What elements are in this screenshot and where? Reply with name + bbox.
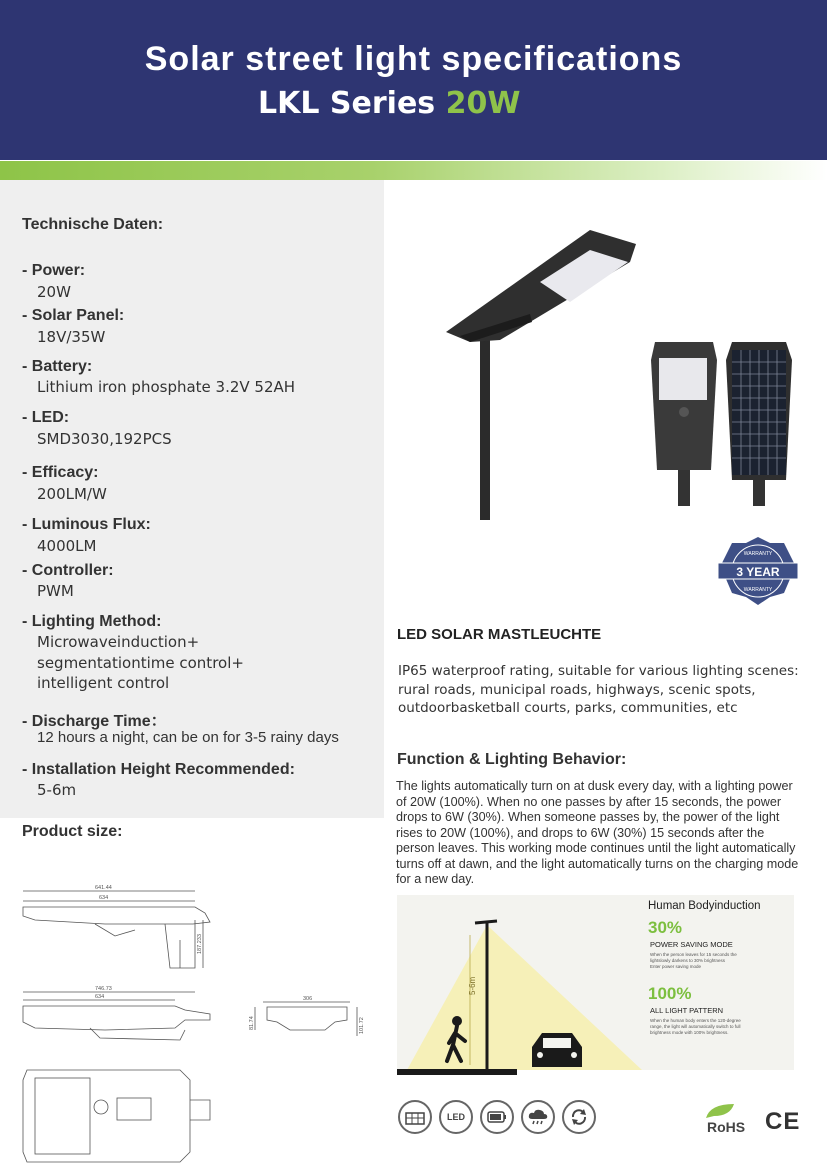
led-desc-line: rural roads, municipal roads, highways, scenic spots, xyxy=(398,681,756,698)
mode1-detail-line: Enter power saving mode xyxy=(650,964,702,969)
rohs-leaf-icon xyxy=(700,1102,736,1120)
rain-cloud-icon xyxy=(521,1100,555,1134)
mode2-detail-line: When the human body enters the 120-degree xyxy=(650,1018,741,1023)
led-front-view-image xyxy=(649,340,719,510)
led-icon: LED xyxy=(439,1100,473,1134)
series-title xyxy=(258,86,520,121)
spec-label-discharge-time: - Discharge Time： xyxy=(22,713,167,730)
header-banner xyxy=(0,0,827,160)
dim-end-width: 306 xyxy=(303,996,313,1002)
rohs-logo: RoHS xyxy=(707,1119,746,1135)
green-gradient-band xyxy=(0,161,827,180)
spec-label-power: - Power: xyxy=(22,262,86,279)
series-prefix: LKL Series xyxy=(258,86,446,121)
mode1-label: POWER SAVING MODE xyxy=(650,940,733,949)
spec-value-lighting-method-3: intelligent control xyxy=(37,674,170,692)
dim-end-h2: 101.72 xyxy=(359,1017,365,1034)
dim-end-h1: 81.74 xyxy=(249,1016,255,1030)
dim-top-height: 187.233 xyxy=(197,934,203,954)
series-power: 20W xyxy=(445,86,521,121)
solar-panel-icon xyxy=(398,1100,432,1134)
spec-value-discharge-time: 12 hours a night, can be on for 3-5 rainy days xyxy=(37,729,339,746)
diagram-title: Human Bodyinduction xyxy=(648,900,761,912)
spec-label-led: - LED: xyxy=(22,409,70,426)
spec-label-lighting-method: - Lighting Method: xyxy=(22,613,162,630)
page-title: Solar street light specifications xyxy=(144,40,683,78)
led-desc-line: IP65 waterproof rating, suitable for various lighting scenes: xyxy=(398,663,799,679)
warranty-main-text: 3 YEAR xyxy=(736,565,780,579)
spec-label-controller: - Controller: xyxy=(22,562,114,579)
ce-logo: CE xyxy=(765,1108,801,1135)
dim-top-inner: 634 xyxy=(99,895,109,901)
mode1-detail-line: lightslowly darkens to 30% brightness xyxy=(650,958,726,963)
dim-top-total: 641.44 xyxy=(95,885,112,891)
led-section-title: LED SOLAR MASTLEUCHTE xyxy=(397,626,602,643)
mode2-detail-line: brightness mode with 100% brightness. xyxy=(650,1030,729,1035)
spec-value-led: SMD3030,192PCS xyxy=(37,430,172,448)
spec-label-luminous-flux: - Luminous Flux: xyxy=(22,516,151,533)
dim-side-inner: 634 xyxy=(95,994,105,1000)
solar-panel-back-image xyxy=(724,340,794,510)
spec-value-lighting-method-1: Microwaveinduction+ xyxy=(37,633,200,651)
lighting-diagram-graphic xyxy=(397,895,794,1092)
spec-value-power: 20W xyxy=(37,283,71,301)
mode1-percent: 30% xyxy=(648,918,683,937)
spec-label-efficacy: - Efficacy: xyxy=(22,464,99,481)
spec-section-title: Technische Daten: xyxy=(22,216,164,233)
spec-label-installation-height: - Installation Height Recommended: xyxy=(22,761,295,778)
mode1-detail xyxy=(650,952,737,970)
spec-label-battery: - Battery: xyxy=(22,358,93,375)
spec-label-solar-panel: - Solar Panel: xyxy=(22,307,125,324)
led-desc-line: outdoorbasketball courts, parks, communities, etc xyxy=(398,700,738,716)
lighting-diagram xyxy=(397,895,794,1092)
battery-icon xyxy=(480,1100,514,1134)
spec-value-lighting-method-2: segmentationtime control+ xyxy=(37,654,244,672)
street-light-image xyxy=(440,222,640,522)
height-label: 5-6m xyxy=(468,976,477,995)
warranty-bottom-text: WARRANTY xyxy=(743,587,773,593)
spec-value-luminous-flux: 4000LM xyxy=(37,537,97,555)
spec-value-installation-height: 5-6m xyxy=(37,781,77,799)
feature-icons-row xyxy=(398,1100,596,1134)
warranty-badge xyxy=(718,535,798,607)
mode2-detail xyxy=(650,1018,741,1036)
dim-side-total: 746.73 xyxy=(95,986,112,992)
spec-value-battery: Lithium iron phosphate 3.2V 52AH xyxy=(37,378,296,396)
function-section-title: Function & Lighting Behavior: xyxy=(397,751,627,768)
dimension-drawings xyxy=(15,880,375,1165)
spec-value-solar-panel: 18V/35W xyxy=(37,328,106,346)
spec-value-controller: PWM xyxy=(37,582,74,600)
product-size-title: Product size: xyxy=(22,823,123,840)
mode2-label: ALL LIGHT PATTERN xyxy=(650,1006,724,1015)
mode2-percent: 100% xyxy=(648,984,692,1003)
function-section-body: The lights automatically turn on at dusk every day, with a lighting power of 20W (100%). When no one passes by after 15 seconds, the power drops to 6W (30%). When someone passes by, the power of the light rises to 20W (100%), and drops to 6W (30%) 15 seconds after the person leaves. This working mode continues until the light automatically turns off at dawn, and the light automatically turns on the charging mode for a new day. xyxy=(396,779,799,886)
mode1-detail-line: When the person leaves for 15 seconds the xyxy=(650,952,737,957)
warranty-top-text: WARRANTY xyxy=(743,551,773,557)
cycle-icon xyxy=(562,1100,596,1134)
mode2-detail-line: range, the light will automatically switch to full xyxy=(650,1024,741,1029)
led-section-description xyxy=(398,662,808,718)
spec-value-efficacy: 200LM/W xyxy=(37,485,107,503)
